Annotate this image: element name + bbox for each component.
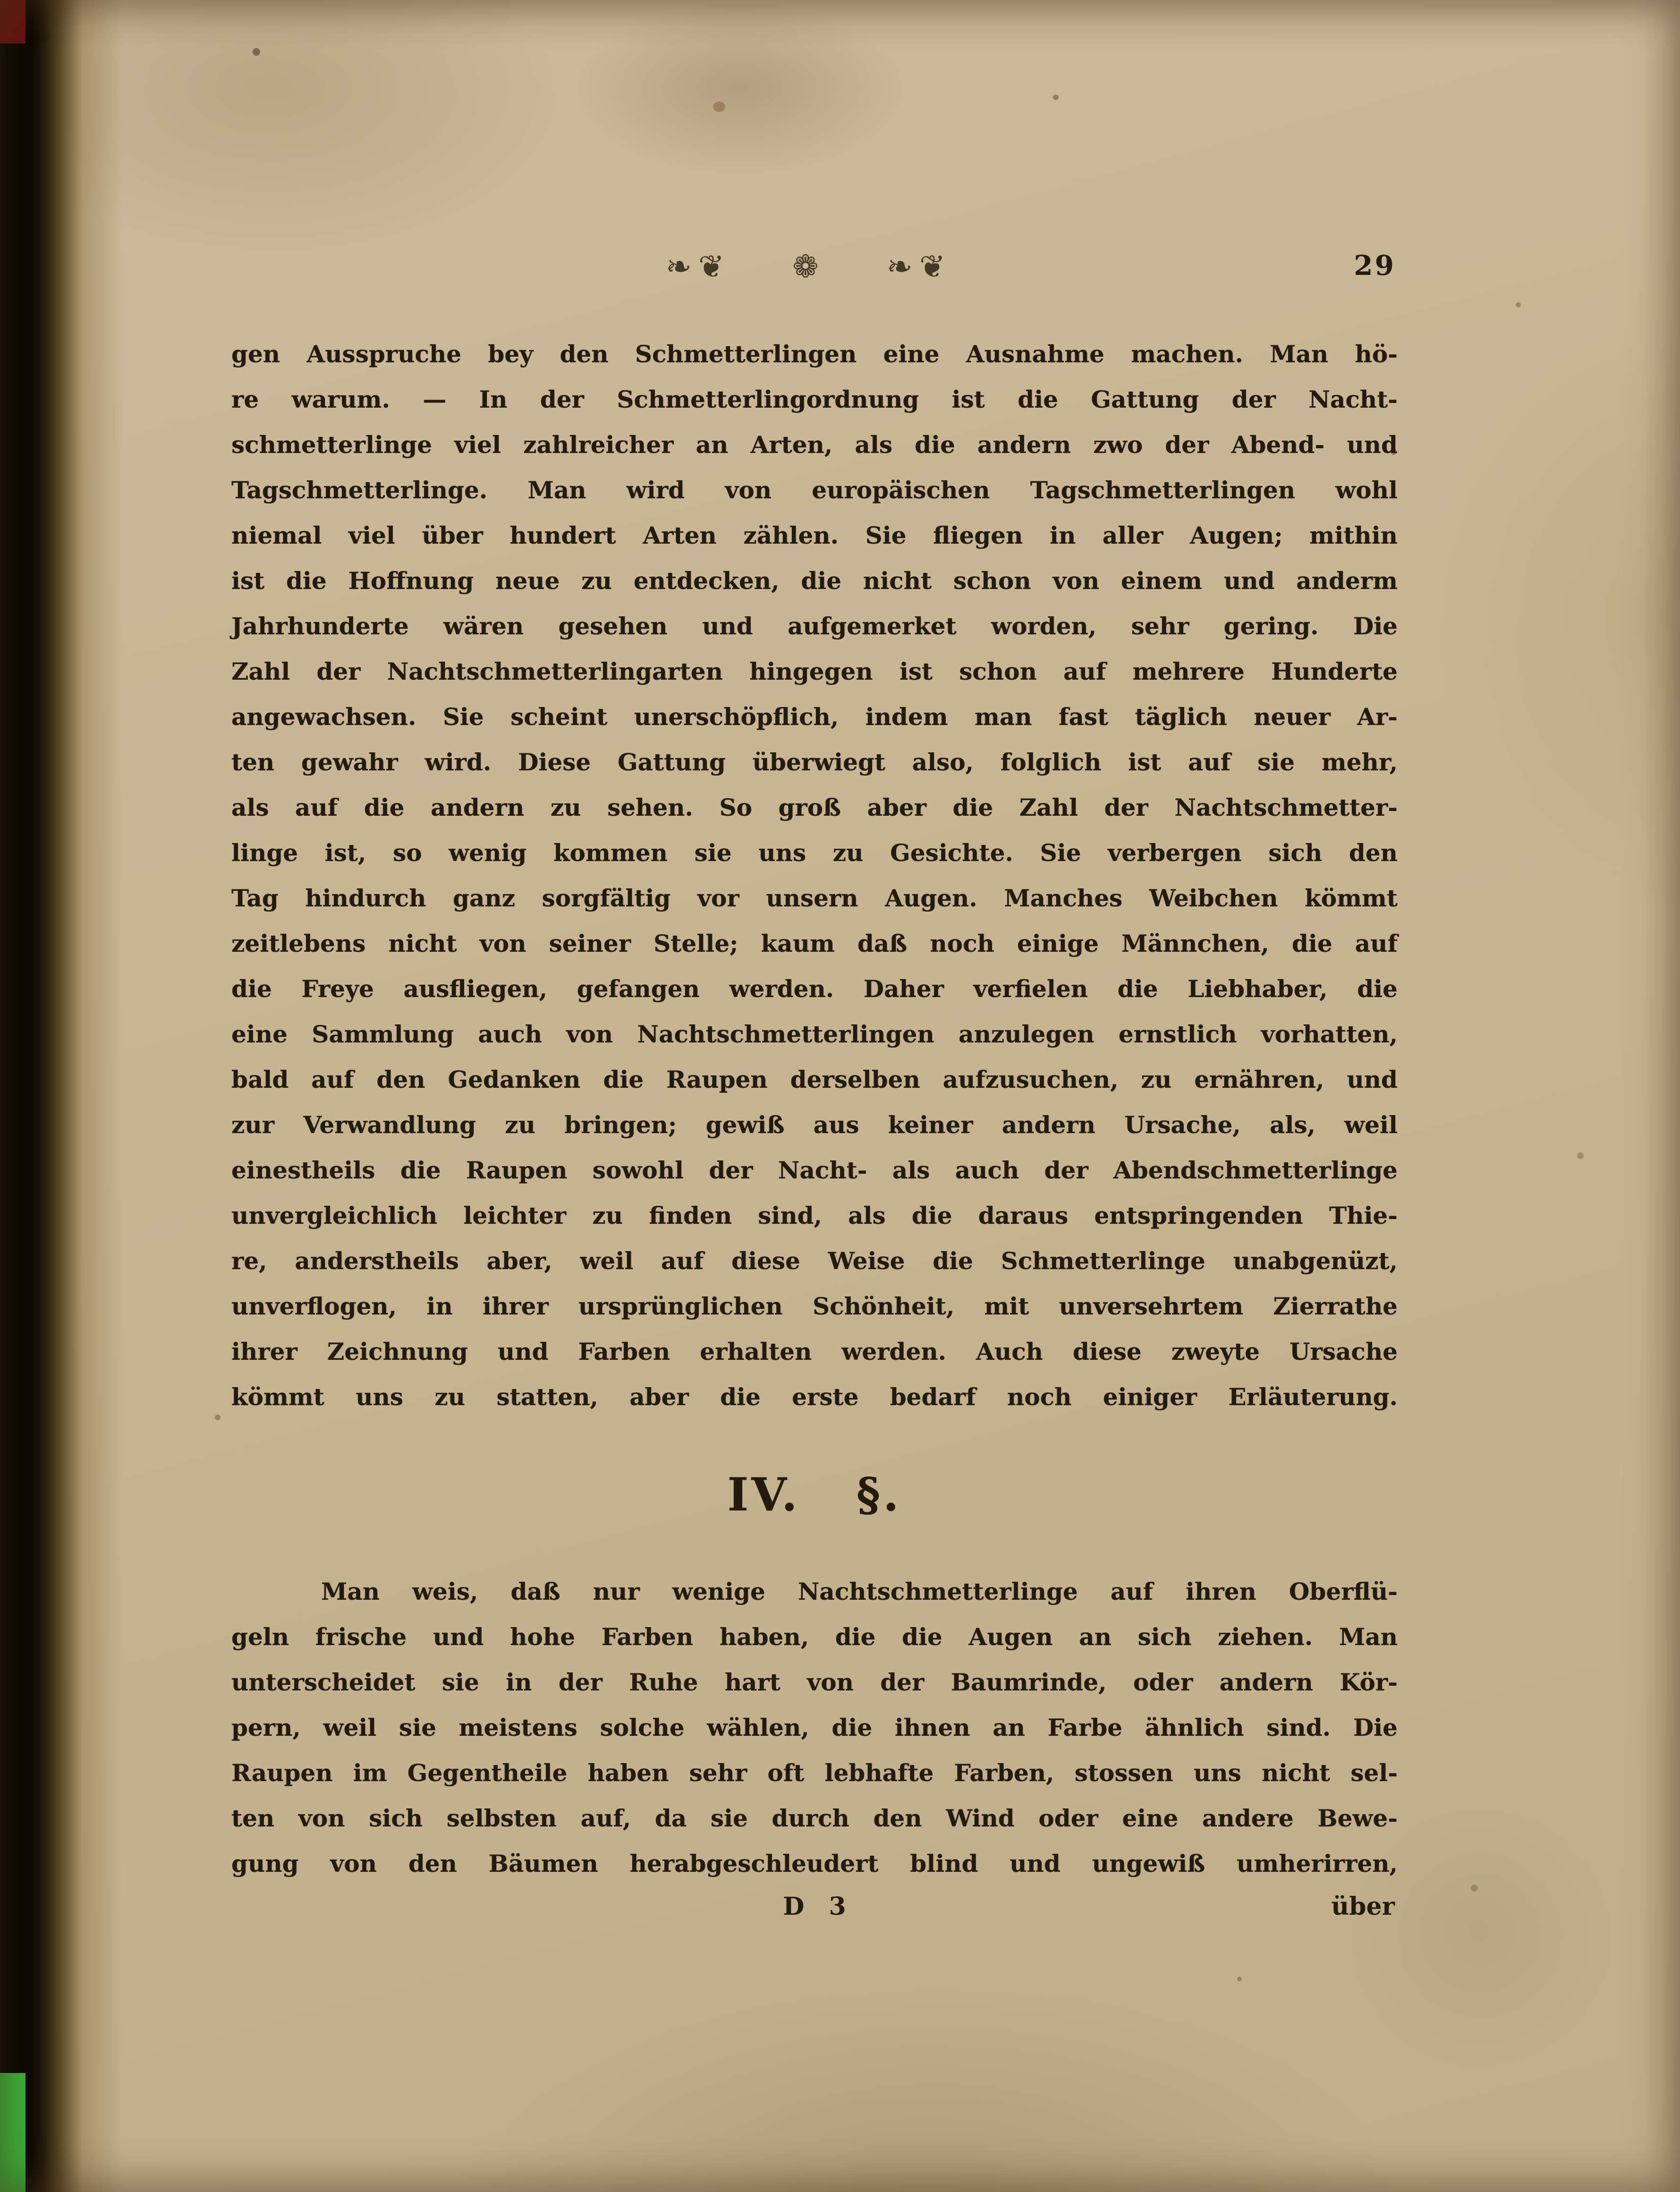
fleuron-right-icon: ❧❦ [886, 248, 952, 285]
corner-marker-green [0, 2073, 25, 2192]
foxing-spot [1237, 1977, 1242, 1981]
text-line: Raupen im Gegentheile haben sehr oft lebhafte Farben, stossen uns nicht sel- [231, 1759, 1398, 1787]
text-line: pern, weil sie meistens solche wählen, die ihnen an Farbe ähnlich sind. Die [231, 1714, 1398, 1741]
section-heading: IV. §. [727, 1468, 902, 1521]
foxing-spot [1471, 1885, 1478, 1892]
book-binding-edge [0, 0, 123, 2192]
text-line: einestheils die Raupen sowohl der Nacht- als auch der Abendschmetterlinge [231, 1156, 1398, 1184]
text-line: angewachsen. Sie scheint unerschöpflich, indem man fast täglich neuer Ar- [231, 703, 1398, 731]
text-line: schmetterlinge viel zahlreicher an Arten, als die andern zwo der Abend- und [231, 431, 1398, 459]
text-line: unverflogen, in ihrer ursprünglichen Schönheit, mit unversehrtem Zierrathe [231, 1292, 1398, 1320]
text-line: bald auf den Gedanken die Raupen derselben aufzusuchen, zu ernähren, und [231, 1066, 1398, 1093]
text-line: re, anderstheils aber, weil auf diese Weise die Schmetterlinge unabgenüzt, [231, 1247, 1398, 1275]
page-number: 29 [1354, 249, 1396, 281]
text-line: gung von den Bäumen herabgeschleudert blind und ungewiß umherirren, [231, 1850, 1398, 1877]
foxing-spot [253, 48, 260, 56]
rosette-icon: ❁ [792, 248, 825, 285]
text-line: ten von sich selbsten auf, da sie durch den Wind oder eine andere Bewe- [231, 1804, 1398, 1832]
text-line: Tagschmetterlinge. Man wird von europäischen Tagschmetterlingen wohl [231, 476, 1398, 504]
text-line: unterscheidet sie in der Ruhe hart von der Baumrinde, oder andern Kör- [231, 1668, 1398, 1696]
fleuron-left-icon: ❧❦ [665, 248, 731, 285]
text-line: unvergleichlich leichter zu finden sind, als die daraus entspringenden Thie- [231, 1202, 1398, 1229]
page-footer [231, 1892, 1398, 1939]
foxing-spot [713, 102, 725, 112]
foxing-spot [1516, 302, 1521, 307]
text-line: die Freye ausfliegen, gefangen werden. Daher verfielen die Liebhaber, die [231, 975, 1398, 1003]
text-line: ist die Hoffnung neue zu entdecken, die nicht schon von einem und anderm [231, 567, 1398, 595]
text-line: ten gewahr wird. Diese Gattung überwiegt also, folglich ist auf sie mehr, [231, 748, 1398, 776]
text-line: Jahrhunderte wären gesehen und aufgemerket worden, sehr gering. Die [231, 612, 1398, 640]
corner-marker-red [0, 0, 25, 43]
foxing-spot [1577, 1152, 1584, 1159]
text-line: niemal viel über hundert Arten zählen. Sie fliegen in aller Augen; mithin [231, 521, 1398, 549]
page-header [231, 246, 1398, 302]
foxing-spot [1053, 94, 1059, 100]
text-line: geln frische und hohe Farben haben, die die Augen an sich ziehen. Man [231, 1623, 1398, 1651]
foxing-spot [215, 1415, 221, 1420]
text-line: Man weis, daß nur wenige Nachtschmetterlinge auf ihren Oberflü- [321, 1578, 1398, 1605]
text-line: Zahl der Nachtschmetterlingarten hingegen ist schon auf mehrere Hunderte [231, 657, 1398, 685]
signature-mark: D 3 [783, 1892, 846, 1921]
text-line: ihrer Zeichnung und Farben erhalten werden. Auch diese zweyte Ursache [231, 1338, 1398, 1365]
catchword: über [1331, 1892, 1395, 1921]
paragraph [231, 332, 1398, 1420]
text-line: re warum. — In der Schmetterlingordnung ist die Gattung der Nacht- [231, 385, 1398, 413]
text-line: kömmt uns zu statten, aber die erste bedarf noch einiger Erläuterung. [231, 1383, 1398, 1411]
text-line: eine Sammlung auch von Nachtschmetterlingen anzulegen ernstlich vorhatten, [231, 1020, 1398, 1048]
text-line: zur Verwandlung zu bringen; gewiß aus keiner andern Ursache, als, weil [231, 1111, 1398, 1139]
text-line: gen Ausspruche bey den Schmetterlingen eine Ausnahme machen. Man hö- [231, 340, 1398, 368]
text-line: zeitlebens nicht von seiner Stelle; kaum daß noch einige Männchen, die auf [231, 930, 1398, 957]
text-line: linge ist, so wenig kommen sie uns zu Gesichte. Sie verbergen sich den [231, 839, 1398, 867]
paragraph [231, 1569, 1398, 1886]
text-line: als auf die andern zu sehen. So groß aber die Zahl der Nachtschmetter- [231, 793, 1398, 821]
text-line: Tag hindurch ganz sorgfältig vor unsern Augen. Manches Weibchen kömmt [231, 884, 1398, 912]
header-ornaments [666, 248, 952, 285]
